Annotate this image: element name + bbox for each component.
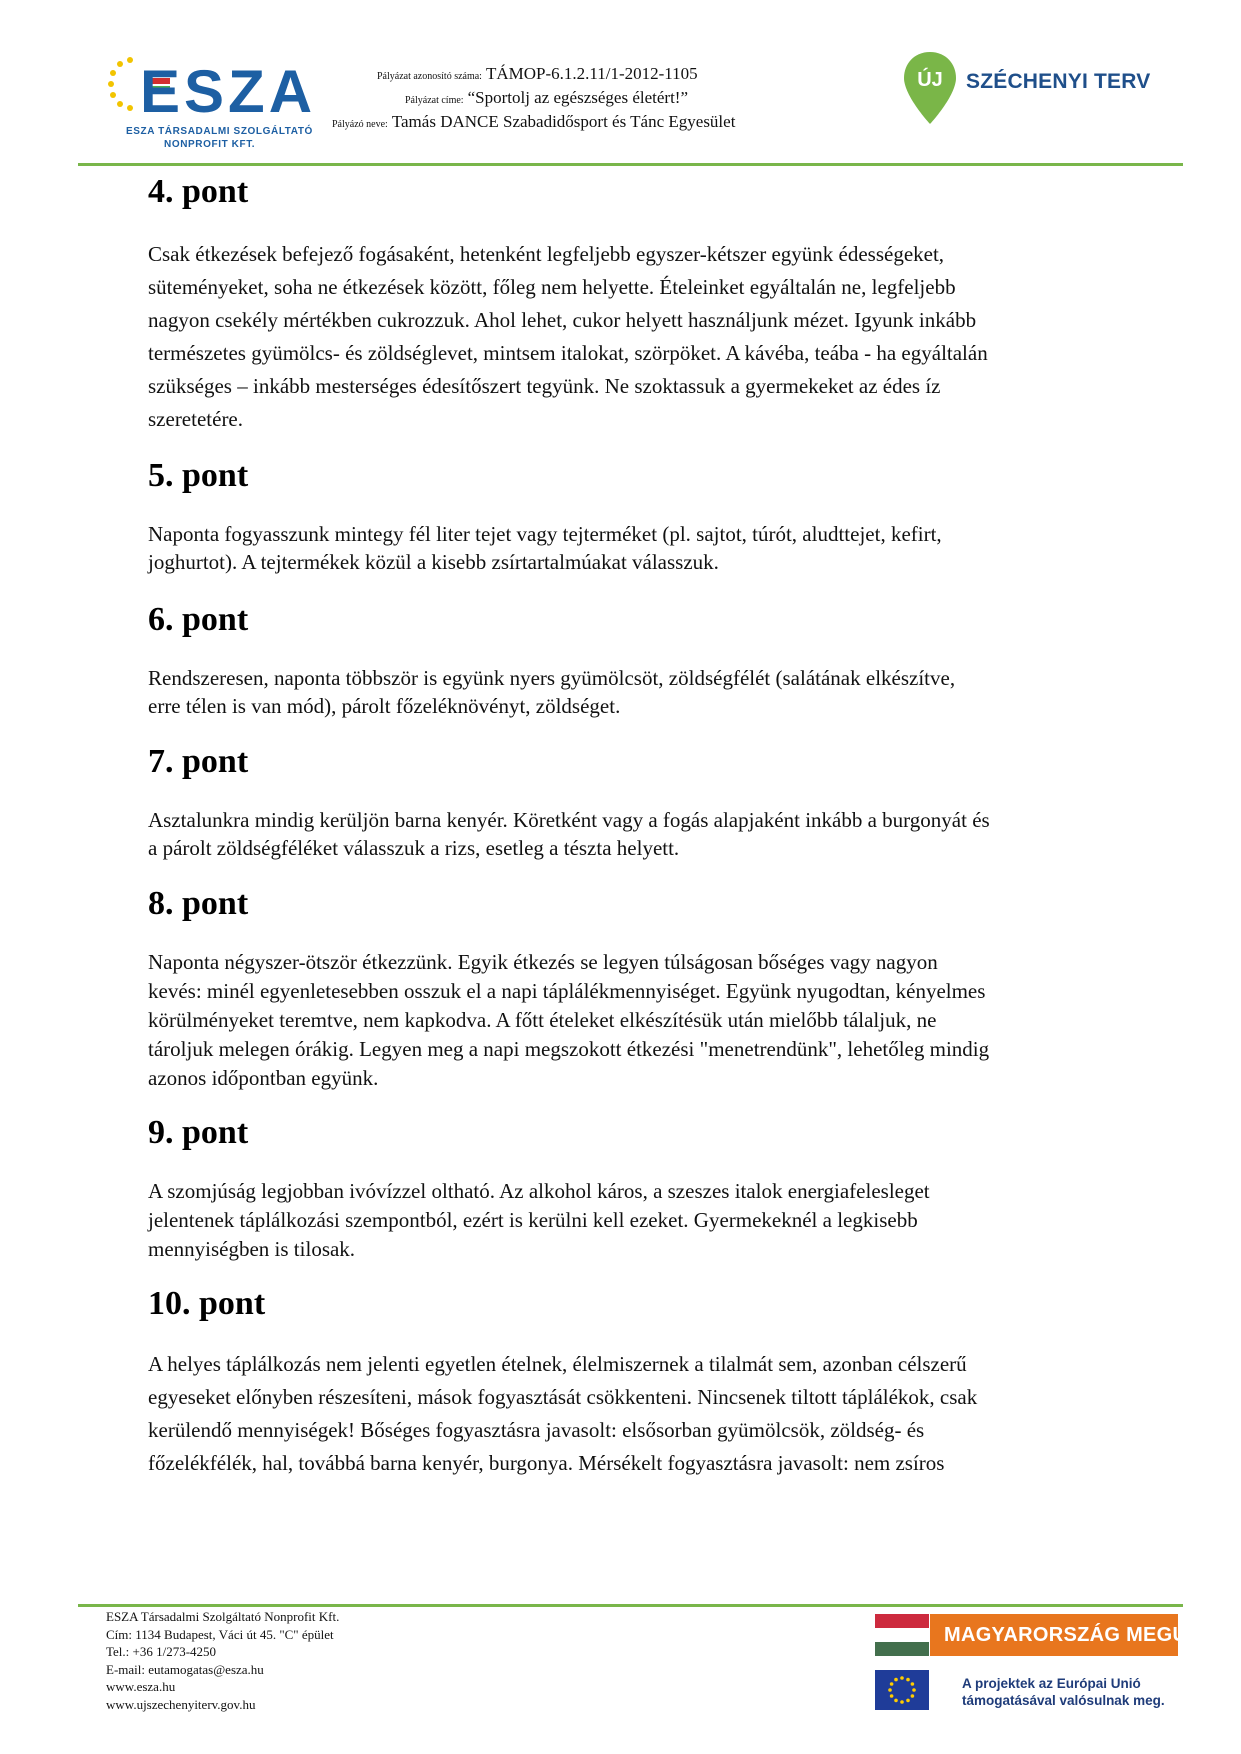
eu-flag-icon — [875, 1670, 929, 1710]
document-body — [148, 168, 1158, 1480]
section-6-pont — [148, 600, 1158, 720]
esza-subtitle-line2: NONPROFIT KFT. — [164, 139, 256, 150]
application-id-line — [377, 64, 698, 84]
szechenyi-terv-logo — [900, 50, 1190, 130]
esza-wordmark: ESZA — [140, 58, 317, 125]
footer-website-link[interactable]: www.ujszechenyiterv.gov.hu — [106, 1696, 256, 1712]
magyarorszag-megujul-banner — [930, 1614, 1226, 1656]
application-title-label: Pályázat címe: — [405, 95, 464, 106]
section-heading: 6. pont — [148, 601, 249, 638]
banner-text: MAGYARORSZÁG MEGÚJUL — [944, 1624, 1226, 1646]
section-7-pont — [148, 742, 1158, 862]
section-heading: 7. pont — [148, 743, 249, 780]
section-heading: 5. pont — [148, 457, 249, 494]
section-heading: 4. pont — [148, 173, 249, 210]
szechenyi-terv-text: SZÉCHENYI TERV — [966, 70, 1151, 93]
esza-logo — [100, 50, 317, 150]
header-divider — [78, 163, 1183, 166]
section-9-pont — [148, 1113, 1158, 1264]
section-10-pont — [148, 1284, 1158, 1480]
esza-subtitle-line1: ESZA TÁRSADALMI SZOLGÁLTATÓ — [126, 126, 313, 137]
section-paragraph: A helyes táplálkozás nem jelenti egyetlen ételnek, élelmiszernek a tilalmát sem, azonban célszerű egyeseket előnyben részesíteni, mások fogyasztását csökkenteni. Nincsenek tiltott táplálékok, csak kerülendő mennyiségek! Bőséges fogyasztásra javasolt: elsősorban gyümölcsök, zöldség- és főzelékfélék, hal, továbbá barna kenyér, burgonya. Mérsékelt fogyasztásra javasolt: nem zsíros — [148, 1352, 978, 1475]
footer-phone: Tel.: +36 1/273-4250 — [106, 1644, 217, 1659]
footer-email-link[interactable]: E-mail: eutamogatas@esza.hu — [106, 1661, 264, 1677]
section-paragraph: Naponta fogyasszunk mintegy fél liter tejet vagy tejterméket (pl. sajtot, túrót, aludttejet, kefirt, joghurtot). A tejtermékek közül a kisebb zsírtartalmúakat válasszuk. — [148, 522, 942, 574]
applicant-label: Pályázó neve: — [332, 119, 388, 130]
applicant-value: Tamás DANCE Szabadidősport és Tánc Egyesület — [391, 112, 736, 131]
section-paragraph: Asztalunkra mindig kerüljön barna kenyér. Köretként vagy a fogás alapjaként inkább a burgonyát és a párolt zöldségféléket válasszuk a rizs, esetleg a tészta helyett. — [148, 808, 990, 860]
application-id-label: Pályázat azonosító száma: — [377, 71, 482, 82]
footer-address-line: Cím: 1134 Budapest, Váci út 45. "C" épület — [106, 1626, 334, 1642]
hungarian-flag-icon — [875, 1614, 929, 1656]
eu-support-text: A projektek az Európai Unió támogatásával valósulnak meg. — [962, 1676, 1165, 1708]
application-title-value: “Sportolj az egészséges életért!” — [467, 88, 689, 107]
section-4-pont — [148, 172, 1158, 436]
page-header — [78, 44, 1184, 164]
section-8-pont — [148, 884, 1158, 1093]
section-paragraph: Naponta négyszer-ötször étkezzünk. Egyik étkezés se legyen túlságosan bőséges vagy nagyon kevés: minél egyenletesebben osszuk el a napi táplálékmennyiséget. Együnk nyugodtan, kényelmes körülményeket teremtve, nem kapkodva. A főtt ételeket elkészítésük után mielőbb tálaljuk, ne tároljuk melegen órákig. Legyen meg a napi megszokott étkezési "menetrendünk", lehetőleg mindig azonos időpontban együnk. — [148, 950, 990, 1090]
footer-divider — [78, 1604, 1183, 1607]
footer-website-link[interactable]: www.esza.hu — [106, 1679, 176, 1694]
section-paragraph: A szomjúság legjobban ivóvízzel oltható. Az alkohol káros, a szeszes italok energiafelesleget jelentenek táplálkozási szempontból, ezért is kerülni kell ezeket. Gyermekeknél a legkisebb mennyiségben is tilosak. — [148, 1179, 930, 1261]
application-info — [278, 64, 838, 154]
footer-org-name: ESZA Társadalmi Szolgáltató Nonprofit Kft. — [106, 1609, 340, 1624]
section-heading: 9. pont — [148, 1114, 249, 1151]
szechenyi-badge: ÚJ — [917, 69, 943, 91]
section-paragraph: Csak étkezések befejező fogásaként, hetenként legfeljebb egyszer-kétszer együnk édességeket, süteményeket, soha ne étkezések között, főleg nem helyette. Ételeinket egyáltalán ne, legfeljebb nagyon csekély mértékben cukrozzuk. Ahol lehet, cukor helyett használjunk mézet. Igyunk inkább természetes gyümölcs- és zöldséglevet, mintsem italokat, szörpöket. A kávéba, teába - ha egyáltalán szükséges – inkább mesterséges édesítőszert tegyünk. Ne szoktassuk a gyermekeket az édes íz szeretetére. — [148, 242, 988, 431]
section-5-pont — [148, 456, 1158, 576]
map-pin-icon — [900, 50, 960, 130]
section-paragraph: Rendszeresen, naponta többször is együnk nyers gyümölcsöt, zöldségfélét (salátának elkészítve, erre télen is van mód), párolt főzeléknövényt, zöldséget. — [148, 666, 956, 718]
footer-address — [106, 1608, 339, 1713]
section-heading: 10. pont — [148, 1285, 266, 1322]
section-heading: 8. pont — [148, 885, 249, 922]
application-id-value: TÁMOP-6.1.2.11/1-2012-1105 — [485, 64, 698, 83]
application-title-line — [405, 88, 688, 108]
esza-logo-icon — [100, 52, 317, 125]
applicant-line — [332, 112, 735, 132]
